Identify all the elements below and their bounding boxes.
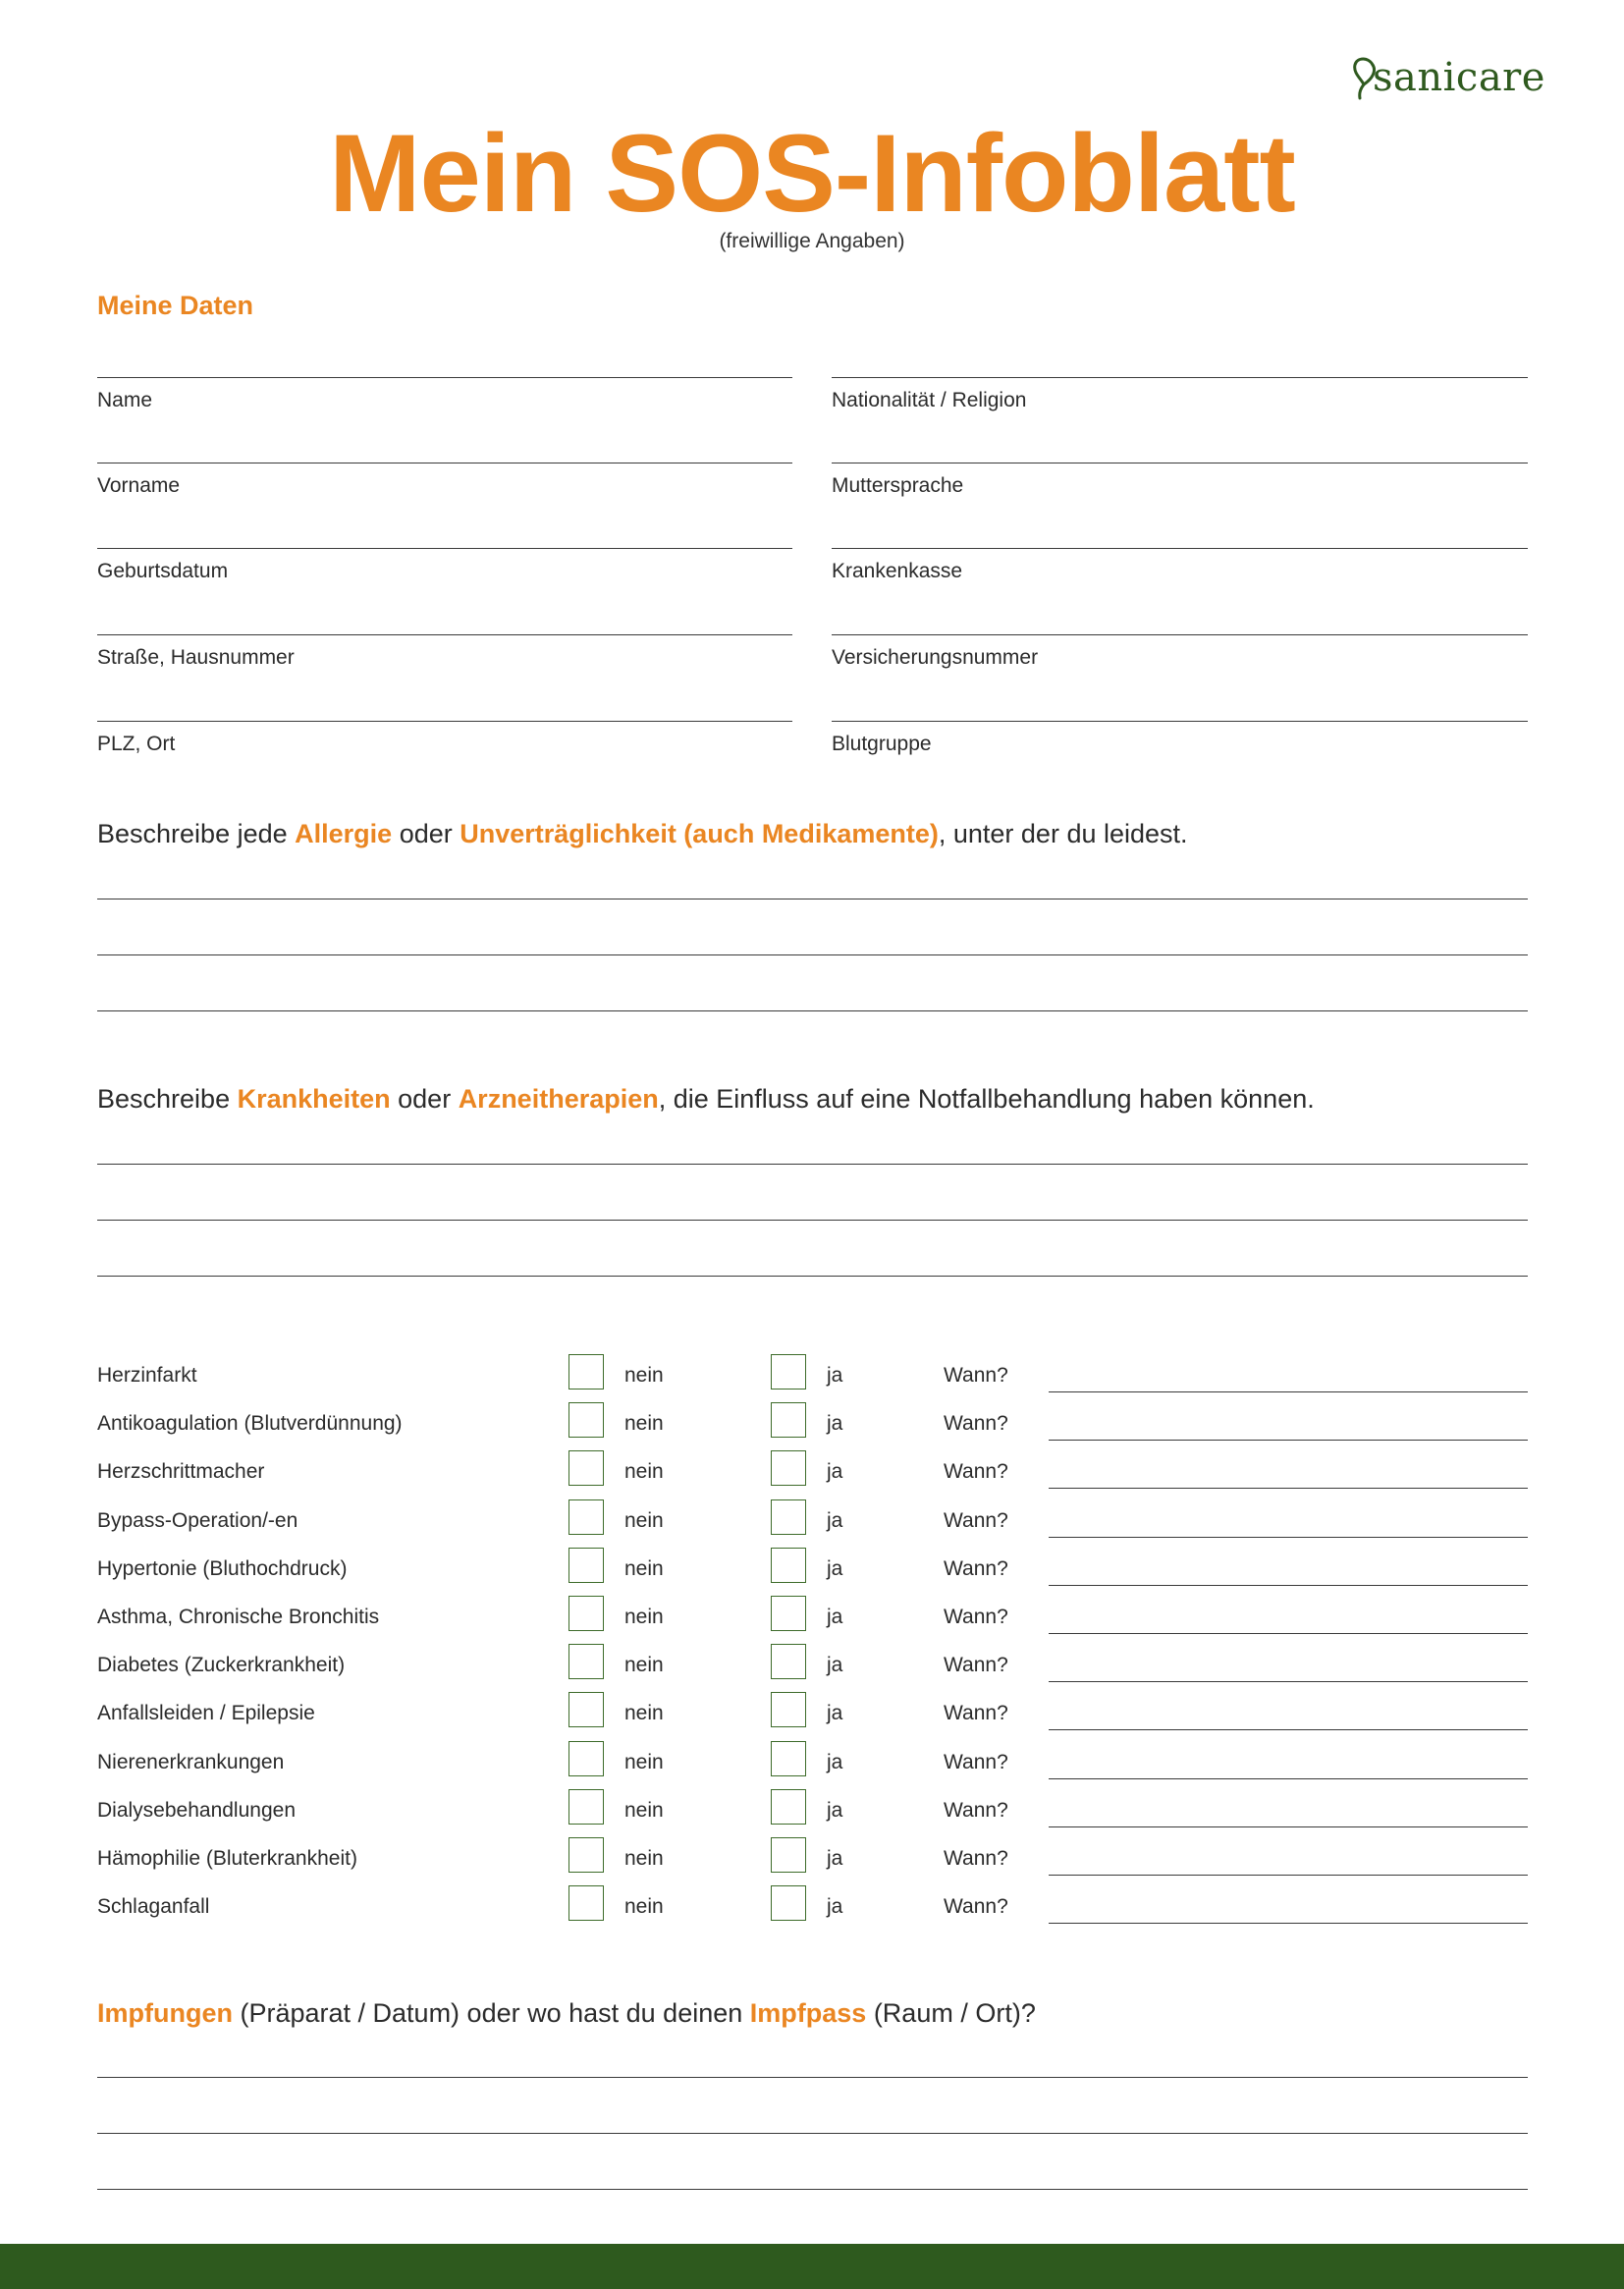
- option-nein-label: nein: [624, 1654, 664, 1676]
- allergy-question-text: , unter der du leidest.: [938, 819, 1188, 848]
- therapy-highlight: Arzneitherapien: [458, 1084, 659, 1114]
- field-underline: [832, 548, 1528, 549]
- field-blutgruppe[interactable]: [832, 721, 1528, 780]
- option-nein-label: nein: [624, 1751, 664, 1773]
- field-underline: [97, 721, 792, 722]
- option-nein-label: nein: [624, 1702, 664, 1724]
- checkbox-nein[interactable]: [568, 1789, 604, 1825]
- checkbox-ja[interactable]: [771, 1692, 806, 1727]
- option-nein-label: nein: [624, 1847, 664, 1870]
- field-versicherungsnummer[interactable]: [832, 634, 1528, 693]
- checkbox-nein[interactable]: [568, 1741, 604, 1776]
- field-label: Krankenkasse: [832, 560, 963, 582]
- field-label: Nationalität / Religion: [832, 389, 1027, 411]
- allergy-question-text: Beschreibe jede: [97, 819, 296, 848]
- condition-label: Herzschrittmacher: [97, 1460, 265, 1483]
- vaccination-highlight: Impfungen: [97, 1998, 233, 2028]
- option-ja-label: ja: [827, 1364, 843, 1387]
- allergy-question-text: oder: [392, 819, 460, 848]
- when-input-line[interactable]: [1049, 1681, 1528, 1682]
- field-underline: [97, 634, 792, 635]
- field-label: Geburtsdatum: [97, 560, 229, 582]
- when-input-line[interactable]: [1049, 1826, 1528, 1827]
- checkbox-ja[interactable]: [771, 1450, 806, 1486]
- checkbox-nein[interactable]: [568, 1450, 604, 1486]
- option-nein-label: nein: [624, 1460, 664, 1483]
- when-input-line[interactable]: [1049, 1778, 1528, 1779]
- field-label: Versicherungsnummer: [832, 646, 1039, 669]
- allergy-answer-line[interactable]: [97, 1010, 1528, 1011]
- vaccination-answer-line[interactable]: [97, 2077, 1528, 2078]
- condition-row: [0, 1354, 1624, 1402]
- field-underline: [832, 377, 1528, 378]
- option-ja-label: ja: [827, 1460, 843, 1483]
- field-underline: [97, 548, 792, 549]
- checkbox-ja[interactable]: [771, 1354, 806, 1390]
- checkbox-ja[interactable]: [771, 1644, 806, 1679]
- condition-row: [0, 1644, 1624, 1692]
- condition-label: Schlaganfall: [97, 1895, 210, 1918]
- when-input-line[interactable]: [1049, 1923, 1528, 1924]
- page-title: Mein SOS-Infoblatt: [329, 112, 1295, 235]
- allergy-answer-line[interactable]: [97, 954, 1528, 955]
- field-underline: [832, 634, 1528, 635]
- checkbox-nein[interactable]: [568, 1692, 604, 1727]
- checkbox-nein[interactable]: [568, 1644, 604, 1679]
- when-input-line[interactable]: [1049, 1633, 1528, 1634]
- option-nein-label: nein: [624, 1412, 664, 1435]
- option-ja-label: ja: [827, 1412, 843, 1435]
- checkbox-nein[interactable]: [568, 1837, 604, 1873]
- option-nein-label: nein: [624, 1364, 664, 1387]
- when-input-line[interactable]: [1049, 1391, 1528, 1392]
- field-label: Blutgruppe: [832, 733, 932, 755]
- option-nein-label: nein: [624, 1799, 664, 1822]
- option-nein-label: nein: [624, 1895, 664, 1918]
- option-ja-label: ja: [827, 1702, 843, 1724]
- vaccination-question-text: (Raum / Ort)?: [866, 1998, 1036, 2028]
- checkbox-ja[interactable]: [771, 1596, 806, 1631]
- when-label: Wann?: [944, 1557, 1008, 1580]
- condition-row: [0, 1402, 1624, 1450]
- field-plz-ort[interactable]: [97, 721, 792, 780]
- field-nationalitaet-religion[interactable]: [832, 377, 1528, 436]
- when-label: Wann?: [944, 1847, 1008, 1870]
- section-heading-personal-data: Meine Daten: [97, 291, 254, 320]
- when-input-line[interactable]: [1049, 1440, 1528, 1441]
- footer-bar: [0, 2244, 1624, 2289]
- option-nein-label: nein: [624, 1606, 664, 1628]
- when-input-line[interactable]: [1049, 1875, 1528, 1876]
- when-label: Wann?: [944, 1606, 1008, 1628]
- option-nein-label: nein: [624, 1509, 664, 1532]
- allergy-highlight: Allergie: [295, 819, 393, 848]
- option-ja-label: ja: [827, 1895, 843, 1918]
- condition-row: [0, 1450, 1624, 1499]
- option-ja-label: ja: [827, 1751, 843, 1773]
- checkbox-nein[interactable]: [568, 1548, 604, 1583]
- field-geburtsdatum[interactable]: [97, 548, 792, 607]
- illness-answer-line[interactable]: [97, 1220, 1528, 1221]
- checkbox-nein[interactable]: [568, 1499, 604, 1535]
- checkbox-nein[interactable]: [568, 1885, 604, 1921]
- field-strasse-hausnummer[interactable]: [97, 634, 792, 693]
- when-label: Wann?: [944, 1412, 1008, 1435]
- illness-answer-line[interactable]: [97, 1276, 1528, 1277]
- condition-row: [0, 1596, 1624, 1644]
- condition-label: Dialysebehandlungen: [97, 1799, 296, 1822]
- field-vorname[interactable]: [97, 463, 792, 521]
- when-input-line[interactable]: [1049, 1488, 1528, 1489]
- checkbox-ja[interactable]: [771, 1402, 806, 1438]
- condition-label: Hämophilie (Bluterkrankheit): [97, 1847, 357, 1870]
- field-krankenkasse[interactable]: [832, 548, 1528, 607]
- field-muttersprache[interactable]: [832, 463, 1528, 521]
- when-label: Wann?: [944, 1460, 1008, 1483]
- logo-text: sanicare: [1373, 55, 1545, 100]
- when-label: Wann?: [944, 1751, 1008, 1773]
- illness-question: [97, 1084, 1315, 1115]
- when-label: Wann?: [944, 1654, 1008, 1676]
- field-name[interactable]: [97, 377, 792, 436]
- illness-question-text: oder: [390, 1084, 459, 1114]
- field-underline: [97, 377, 792, 378]
- vaccination-pass-highlight: Impfpass: [749, 1998, 867, 2028]
- when-label: Wann?: [944, 1895, 1008, 1918]
- field-label: Straße, Hausnummer: [97, 646, 295, 669]
- sanicare-logo: [1351, 51, 1545, 104]
- checkbox-nein[interactable]: [568, 1596, 604, 1631]
- allergy-question: [97, 819, 1188, 849]
- checkbox-ja[interactable]: [771, 1789, 806, 1825]
- condition-label: Anfallsleiden / Epilepsie: [97, 1702, 315, 1724]
- condition-row: [0, 1548, 1624, 1596]
- illness-highlight: Krankheiten: [237, 1084, 391, 1114]
- when-label: Wann?: [944, 1799, 1008, 1822]
- when-label: Wann?: [944, 1364, 1008, 1387]
- condition-row: [0, 1499, 1624, 1548]
- vaccination-question: [97, 1998, 1036, 2029]
- field-label: Name: [97, 389, 153, 411]
- option-ja-label: ja: [827, 1557, 843, 1580]
- option-ja-label: ja: [827, 1509, 843, 1532]
- vaccination-answer-line[interactable]: [97, 2189, 1528, 2190]
- checkbox-nein[interactable]: [568, 1402, 604, 1438]
- option-nein-label: nein: [624, 1557, 664, 1580]
- vaccination-question-text: (Präparat / Datum) oder wo hast du deinen: [232, 1998, 750, 2028]
- condition-label: Nierenerkrankungen: [97, 1751, 285, 1773]
- condition-label: Bypass-Operation/-en: [97, 1509, 298, 1532]
- condition-label: Diabetes (Zuckerkrankheit): [97, 1654, 346, 1676]
- when-label: Wann?: [944, 1702, 1008, 1724]
- condition-label: Herzinfarkt: [97, 1364, 197, 1387]
- condition-label: Antikoagulation (Blutverdünnung): [97, 1412, 403, 1435]
- option-ja-label: ja: [827, 1847, 843, 1870]
- intolerance-highlight: Unverträglichkeit (auch Medikamente): [460, 819, 939, 848]
- option-ja-label: ja: [827, 1606, 843, 1628]
- illness-question-text: Beschreibe: [97, 1084, 238, 1114]
- option-ja-label: ja: [827, 1654, 843, 1676]
- checkbox-ja[interactable]: [771, 1837, 806, 1873]
- field-label: PLZ, Ort: [97, 733, 176, 755]
- condition-row: [0, 1837, 1624, 1885]
- field-underline: [832, 721, 1528, 722]
- checkbox-nein[interactable]: [568, 1354, 604, 1390]
- illness-answer-line[interactable]: [97, 1164, 1528, 1165]
- condition-label: Asthma, Chronische Bronchitis: [97, 1606, 380, 1628]
- field-label: Vorname: [97, 474, 181, 497]
- condition-row: [0, 1741, 1624, 1789]
- condition-row: [0, 1692, 1624, 1740]
- checkbox-ja[interactable]: [771, 1885, 806, 1921]
- condition-row: [0, 1885, 1624, 1934]
- when-input-line[interactable]: [1049, 1585, 1528, 1586]
- when-label: Wann?: [944, 1509, 1008, 1532]
- checkbox-ja[interactable]: [771, 1741, 806, 1776]
- when-input-line[interactable]: [1049, 1537, 1528, 1538]
- checkbox-ja[interactable]: [771, 1499, 806, 1535]
- checkbox-ja[interactable]: [771, 1548, 806, 1583]
- when-input-line[interactable]: [1049, 1729, 1528, 1730]
- vaccination-answer-line[interactable]: [97, 2133, 1528, 2134]
- option-ja-label: ja: [827, 1799, 843, 1822]
- condition-label: Hypertonie (Bluthochdruck): [97, 1557, 348, 1580]
- page-subtitle: (freiwillige Angaben): [719, 230, 905, 252]
- illness-question-text: , die Einfluss auf eine Notfallbehandlung haben können.: [658, 1084, 1315, 1114]
- condition-row: [0, 1789, 1624, 1837]
- field-label: Muttersprache: [832, 474, 964, 497]
